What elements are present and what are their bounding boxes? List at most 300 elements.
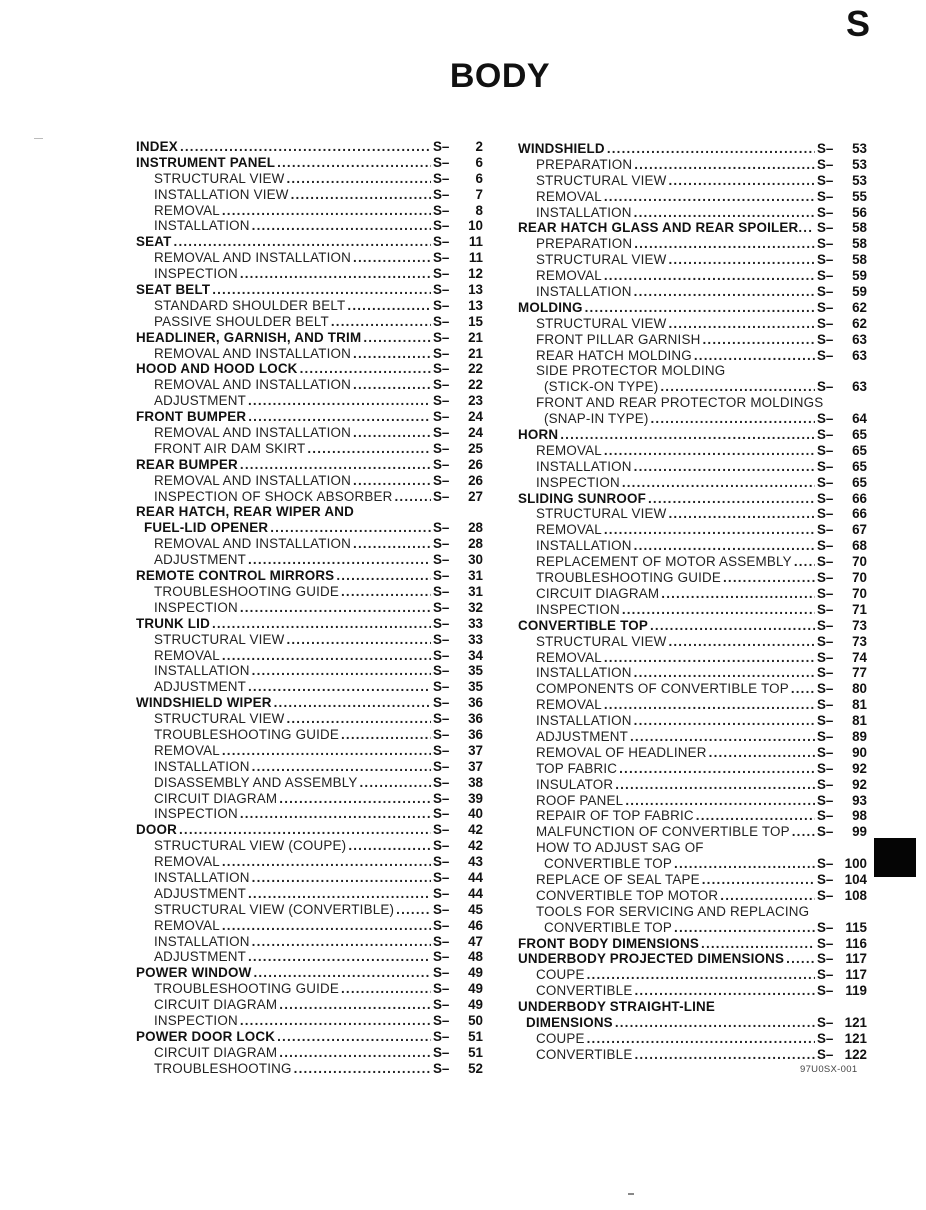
dot-leader bbox=[634, 236, 815, 252]
page-prefix: S– bbox=[433, 726, 450, 742]
page-prefix: S– bbox=[433, 425, 450, 441]
toc-entry-page bbox=[433, 838, 483, 854]
toc-entry[interactable] bbox=[518, 634, 867, 650]
toc-entry-title: FRONT BUMPER bbox=[136, 409, 247, 425]
toc-entry-title: WINDSHIELD bbox=[518, 141, 605, 156]
dot-leader bbox=[604, 443, 815, 459]
toc-entry[interactable] bbox=[136, 934, 483, 950]
dot-leader bbox=[694, 348, 815, 364]
toc-entry[interactable] bbox=[136, 854, 483, 870]
toc-entry[interactable] bbox=[136, 1013, 483, 1029]
toc-entry[interactable] bbox=[136, 806, 483, 822]
toc-entry-title: INSTALLATION bbox=[154, 758, 250, 774]
toc-entry[interactable] bbox=[136, 949, 483, 965]
toc-entry[interactable] bbox=[136, 250, 483, 266]
dot-leader bbox=[286, 171, 431, 187]
toc-entry-title: ADJUSTMENT bbox=[154, 949, 247, 965]
dot-leader bbox=[248, 886, 431, 902]
toc-entry[interactable] bbox=[136, 965, 483, 981]
toc-entry[interactable] bbox=[518, 475, 867, 491]
page-prefix: S– bbox=[817, 538, 834, 554]
toc-entry-page bbox=[433, 139, 483, 155]
toc-entry[interactable] bbox=[518, 157, 867, 173]
toc-entry[interactable] bbox=[518, 713, 867, 729]
toc-entry-title: POWER DOOR LOCK bbox=[136, 1028, 276, 1044]
page-number: 40 bbox=[468, 806, 483, 822]
toc-entry[interactable] bbox=[518, 348, 867, 364]
toc-entry[interactable] bbox=[518, 300, 867, 316]
toc-entry[interactable] bbox=[518, 888, 867, 904]
page-prefix: S– bbox=[433, 599, 450, 615]
toc-entry[interactable] bbox=[136, 1045, 483, 1061]
toc-entry[interactable] bbox=[518, 570, 867, 586]
page-number: 22 bbox=[468, 361, 483, 377]
page-number: 56 bbox=[852, 204, 867, 220]
toc-entry[interactable] bbox=[136, 457, 483, 473]
toc-entry-title: STRUCTURAL VIEW (CONVERTIBLE) bbox=[154, 901, 395, 917]
toc-entry[interactable] bbox=[136, 870, 483, 886]
dot-leader bbox=[270, 520, 431, 536]
toc-entry[interactable] bbox=[518, 602, 867, 618]
toc-entry-page bbox=[817, 268, 867, 284]
toc-entry[interactable] bbox=[518, 761, 867, 777]
toc-entry[interactable] bbox=[136, 568, 483, 584]
toc-entry[interactable] bbox=[518, 220, 867, 236]
toc-entry[interactable] bbox=[136, 441, 483, 457]
toc-entry[interactable] bbox=[518, 316, 867, 332]
toc-entry-title: INSTRUMENT PANEL bbox=[136, 154, 276, 170]
toc-entry[interactable] bbox=[518, 395, 867, 411]
page-number: 27 bbox=[468, 488, 483, 504]
toc-entry-page bbox=[433, 187, 483, 203]
page-number: 33 bbox=[468, 615, 483, 631]
page-prefix: S– bbox=[817, 427, 834, 443]
toc-entry[interactable] bbox=[518, 141, 867, 157]
dot-leader bbox=[674, 856, 815, 872]
toc-entry[interactable] bbox=[518, 1031, 867, 1047]
toc-entry-title: INDEX bbox=[136, 139, 178, 154]
toc-entry[interactable] bbox=[136, 504, 483, 520]
toc-entry-title: ADJUSTMENT bbox=[154, 393, 247, 409]
page-number: 65 bbox=[852, 427, 867, 443]
toc-entry[interactable] bbox=[136, 981, 483, 997]
page-number: 39 bbox=[468, 790, 483, 806]
toc-entry-page bbox=[817, 538, 867, 554]
toc-entry-page bbox=[817, 856, 867, 872]
dot-leader bbox=[625, 793, 815, 809]
page-number: 49 bbox=[468, 981, 483, 997]
page-number: 70 bbox=[852, 570, 867, 586]
toc-entry[interactable] bbox=[518, 252, 867, 268]
toc-entry-page bbox=[433, 949, 483, 965]
toc-entry-title: TOOLS FOR SERVICING AND REPLACING bbox=[536, 903, 810, 919]
toc-entry[interactable] bbox=[136, 663, 483, 679]
toc-entry-page bbox=[433, 393, 483, 409]
toc-entry[interactable] bbox=[136, 489, 483, 505]
dot-leader bbox=[294, 1061, 431, 1077]
page-prefix: S– bbox=[433, 440, 450, 456]
toc-entry[interactable] bbox=[136, 298, 483, 314]
toc-entry[interactable] bbox=[136, 409, 483, 425]
toc-entry[interactable] bbox=[136, 1061, 483, 1077]
toc-entry[interactable] bbox=[136, 234, 483, 250]
toc-entry-page bbox=[433, 806, 483, 822]
page-prefix: S– bbox=[817, 411, 834, 427]
page-number: 11 bbox=[468, 250, 483, 266]
toc-entry-title: UNDERBODY STRAIGHT-LINE bbox=[518, 999, 716, 1015]
dot-leader bbox=[341, 727, 431, 743]
page-number: 65 bbox=[852, 458, 867, 474]
toc-entry[interactable] bbox=[518, 332, 867, 348]
toc-entry[interactable] bbox=[518, 268, 867, 284]
toc-entry-title: INSPECTION bbox=[154, 266, 238, 282]
toc-entry-title: INSPECTION bbox=[154, 1012, 238, 1028]
toc-entry[interactable] bbox=[136, 346, 483, 362]
toc-entry[interactable] bbox=[136, 330, 483, 346]
toc-entry[interactable] bbox=[136, 393, 483, 409]
toc-entry[interactable] bbox=[136, 743, 483, 759]
toc-entry-title: INSPECTION bbox=[536, 601, 620, 617]
toc-entry[interactable] bbox=[136, 600, 483, 616]
toc-entry-page bbox=[433, 361, 483, 377]
dot-leader bbox=[702, 332, 815, 348]
page-number: 7 bbox=[475, 186, 483, 202]
dot-leader bbox=[396, 902, 431, 918]
toc-entry-title: REMOVAL bbox=[536, 442, 602, 458]
page-prefix: S– bbox=[433, 695, 450, 711]
toc-entry[interactable] bbox=[518, 665, 867, 681]
toc-entry-page bbox=[817, 236, 867, 252]
toc-entry[interactable] bbox=[518, 427, 867, 443]
toc-entry[interactable] bbox=[518, 745, 867, 761]
toc-entry-title: REMOVAL bbox=[536, 188, 602, 204]
page-number: 24 bbox=[468, 409, 483, 425]
page-number: 31 bbox=[468, 583, 483, 599]
dot-leader bbox=[252, 663, 431, 679]
dot-leader bbox=[794, 554, 815, 570]
toc-entry[interactable] bbox=[518, 522, 867, 538]
toc-entry-title: STRUCTURAL VIEW bbox=[154, 170, 285, 186]
page-number: 73 bbox=[852, 617, 867, 633]
page-number: 93 bbox=[852, 792, 867, 808]
toc-entry-page bbox=[817, 951, 867, 967]
toc-entry-page bbox=[433, 473, 483, 489]
toc-entry[interactable] bbox=[136, 616, 483, 632]
toc-entry[interactable] bbox=[136, 902, 483, 918]
toc-entry-title: STANDARD SHOULDER BELT bbox=[154, 297, 346, 313]
toc-entry[interactable] bbox=[518, 205, 867, 221]
page-number: 121 bbox=[844, 1030, 867, 1046]
page-number: 12 bbox=[468, 266, 483, 282]
toc-entry-title: ADJUSTMENT bbox=[154, 679, 247, 695]
toc-entry-title: REMOVAL AND INSTALLATION bbox=[154, 250, 352, 266]
page-prefix: S– bbox=[433, 329, 450, 345]
toc-entry[interactable] bbox=[518, 586, 867, 602]
page-prefix: S– bbox=[433, 742, 450, 758]
toc-entry[interactable] bbox=[136, 266, 483, 282]
toc-entry[interactable] bbox=[136, 171, 483, 187]
page-prefix: S– bbox=[433, 202, 450, 218]
toc-entry[interactable] bbox=[136, 695, 483, 711]
toc-entry-page bbox=[817, 189, 867, 205]
toc-entry-page bbox=[817, 936, 867, 952]
page-prefix: S– bbox=[433, 981, 450, 997]
toc-entry[interactable] bbox=[136, 552, 483, 568]
page-prefix: S– bbox=[817, 156, 834, 172]
toc-entry[interactable] bbox=[518, 840, 867, 856]
toc-entry[interactable] bbox=[136, 759, 483, 775]
toc-entry-title: CIRCUIT DIAGRAM bbox=[536, 585, 660, 601]
toc-entry[interactable] bbox=[518, 824, 867, 840]
page-prefix: S– bbox=[817, 284, 834, 300]
toc-entry[interactable] bbox=[136, 791, 483, 807]
page-prefix: S– bbox=[817, 824, 834, 840]
toc-entry[interactable] bbox=[136, 1029, 483, 1045]
page-prefix: S– bbox=[433, 297, 450, 313]
page-number: 73 bbox=[852, 633, 867, 649]
toc-entry[interactable] bbox=[518, 236, 867, 252]
page-prefix: S– bbox=[817, 299, 834, 315]
toc-entry[interactable] bbox=[518, 729, 867, 745]
dot-leader bbox=[634, 157, 815, 173]
toc-entry-page bbox=[433, 155, 483, 171]
toc-entry-title: TROUBLESHOOTING GUIDE bbox=[154, 726, 339, 742]
toc-entry[interactable] bbox=[518, 379, 867, 395]
toc-entry-title: INSTALLATION bbox=[154, 663, 250, 679]
toc-entry[interactable] bbox=[518, 777, 867, 793]
page-number: 65 bbox=[852, 474, 867, 490]
dot-leader bbox=[660, 379, 815, 395]
dot-leader bbox=[619, 761, 815, 777]
toc-entry[interactable] bbox=[518, 920, 867, 936]
page-number: 13 bbox=[468, 297, 483, 313]
page-number: 67 bbox=[852, 522, 867, 538]
toc-entry[interactable] bbox=[518, 459, 867, 475]
toc-entry[interactable] bbox=[136, 520, 483, 536]
toc-entry-title: PREPARATION bbox=[536, 156, 633, 172]
toc-entry[interactable] bbox=[518, 1015, 867, 1031]
page-prefix: S– bbox=[433, 154, 450, 170]
toc-entry[interactable] bbox=[136, 648, 483, 664]
toc-entry-page bbox=[433, 346, 483, 362]
toc-entry[interactable] bbox=[518, 411, 867, 427]
toc-entry-title: REMOVAL AND INSTALLATION bbox=[154, 377, 352, 393]
page-prefix: S– bbox=[433, 1044, 450, 1060]
dot-leader bbox=[723, 570, 815, 586]
toc-entry-title: REMOVAL bbox=[154, 202, 220, 218]
toc-entry[interactable] bbox=[136, 282, 483, 298]
dot-leader bbox=[668, 252, 815, 268]
toc-entry[interactable] bbox=[136, 918, 483, 934]
toc-entry[interactable] bbox=[136, 727, 483, 743]
toc-entry-title: REMOVAL OF HEADLINER bbox=[536, 744, 707, 760]
dot-leader bbox=[248, 393, 431, 409]
page-number: 36 bbox=[468, 695, 483, 711]
page-number: 81 bbox=[852, 697, 867, 713]
toc-entry[interactable] bbox=[136, 473, 483, 489]
toc-entry-page bbox=[817, 411, 867, 427]
toc-entry[interactable] bbox=[136, 361, 483, 377]
toc-entry[interactable] bbox=[518, 983, 867, 999]
dot-leader bbox=[300, 361, 431, 377]
page-prefix: S– bbox=[817, 713, 834, 729]
toc-entry[interactable] bbox=[518, 967, 867, 983]
page-prefix: S– bbox=[433, 965, 450, 981]
page-prefix: S– bbox=[817, 347, 834, 363]
page-prefix: S– bbox=[433, 806, 450, 822]
dot-leader bbox=[307, 441, 431, 457]
toc-entry[interactable] bbox=[518, 363, 867, 379]
toc-entry[interactable] bbox=[136, 822, 483, 838]
toc-entry[interactable] bbox=[136, 886, 483, 902]
toc-entry[interactable] bbox=[136, 203, 483, 219]
page-prefix: S– bbox=[433, 488, 450, 504]
page-prefix: S– bbox=[433, 568, 450, 584]
toc-entry[interactable] bbox=[136, 187, 483, 203]
toc-entry-title: HOW TO ADJUST SAG OF bbox=[536, 840, 704, 856]
dot-leader bbox=[587, 967, 815, 983]
page-prefix: S– bbox=[817, 236, 834, 252]
dot-leader bbox=[248, 949, 431, 965]
toc-entry[interactable] bbox=[518, 618, 867, 634]
toc-entry-title: STRUCTURAL VIEW (COUPE) bbox=[154, 838, 347, 854]
page-prefix: S– bbox=[817, 474, 834, 490]
toc-right-column bbox=[518, 141, 867, 1063]
page-prefix: S– bbox=[433, 933, 450, 949]
toc-entry-page bbox=[433, 981, 483, 997]
page-number: 37 bbox=[468, 742, 483, 758]
toc-entry-page bbox=[817, 697, 867, 713]
dot-leader bbox=[291, 187, 431, 203]
toc-entry[interactable] bbox=[518, 491, 867, 507]
toc-entry-title: INSTALLATION VIEW bbox=[154, 186, 289, 202]
toc-entry[interactable] bbox=[518, 1047, 867, 1063]
page-prefix: S– bbox=[817, 776, 834, 792]
toc-entry-title: TROUBLESHOOTING bbox=[154, 1060, 292, 1076]
page-prefix: S– bbox=[817, 1030, 834, 1046]
dot-leader bbox=[604, 268, 815, 284]
toc-entry-title: INSTALLATION bbox=[536, 284, 632, 300]
toc-entry[interactable] bbox=[136, 584, 483, 600]
page-number: 36 bbox=[468, 726, 483, 742]
toc-entry[interactable] bbox=[136, 218, 483, 234]
toc-entry-page bbox=[817, 634, 867, 650]
toc-entry[interactable] bbox=[518, 904, 867, 920]
toc-entry[interactable] bbox=[136, 155, 483, 171]
toc-entry-page bbox=[817, 824, 867, 840]
toc-entry-page bbox=[433, 616, 483, 632]
dot-leader bbox=[668, 506, 815, 522]
toc-entry-page bbox=[433, 298, 483, 314]
dot-leader bbox=[634, 983, 815, 999]
toc-entry[interactable] bbox=[136, 314, 483, 330]
toc-entry[interactable] bbox=[136, 838, 483, 854]
page-number: 92 bbox=[852, 776, 867, 792]
page-number: 89 bbox=[852, 728, 867, 744]
toc-entry[interactable] bbox=[136, 997, 483, 1013]
dot-leader bbox=[634, 205, 815, 221]
toc-entry[interactable] bbox=[136, 711, 483, 727]
page-number: 11 bbox=[468, 234, 483, 250]
page-number: 68 bbox=[852, 538, 867, 554]
page-number: 77 bbox=[852, 665, 867, 681]
toc-entry[interactable] bbox=[518, 793, 867, 809]
toc-entry[interactable] bbox=[136, 632, 483, 648]
page-number: 23 bbox=[468, 393, 483, 409]
page-prefix: S– bbox=[433, 520, 450, 536]
toc-entry[interactable] bbox=[136, 536, 483, 552]
toc-entry-title: (SNAP-IN TYPE) bbox=[544, 411, 649, 427]
toc-entry[interactable] bbox=[518, 173, 867, 189]
toc-entry-title: INSTALLATION bbox=[154, 869, 250, 885]
toc-entry-page bbox=[817, 316, 867, 332]
toc-entry[interactable] bbox=[136, 775, 483, 791]
toc-entry[interactable] bbox=[518, 681, 867, 697]
dot-leader bbox=[651, 411, 816, 427]
toc-entry[interactable] bbox=[136, 425, 483, 441]
toc-entry[interactable] bbox=[518, 650, 867, 666]
toc-entry-page bbox=[817, 570, 867, 586]
page-prefix: S– bbox=[433, 917, 450, 933]
page-prefix: S– bbox=[817, 617, 834, 633]
toc-entry[interactable] bbox=[518, 936, 867, 952]
toc-entry-title: REAR HATCH GLASS AND REAR SPOILER bbox=[518, 220, 799, 236]
page-prefix: S– bbox=[817, 601, 834, 617]
dot-leader bbox=[253, 965, 431, 981]
toc-entry[interactable] bbox=[518, 189, 867, 205]
toc-entry[interactable] bbox=[518, 538, 867, 554]
toc-entry-page bbox=[433, 648, 483, 664]
toc-entry[interactable] bbox=[518, 443, 867, 459]
toc-entry-page bbox=[433, 1061, 483, 1077]
page-number: 21 bbox=[468, 345, 483, 361]
page-number: 104 bbox=[844, 871, 867, 887]
toc-entry[interactable] bbox=[136, 679, 483, 695]
toc-entry[interactable] bbox=[518, 284, 867, 300]
toc-entry-page bbox=[817, 332, 867, 348]
page-prefix: S– bbox=[433, 1012, 450, 1028]
page-prefix: S– bbox=[433, 869, 450, 885]
toc-entry[interactable] bbox=[518, 808, 867, 824]
dot-leader bbox=[648, 491, 815, 507]
page-number: 117 bbox=[845, 951, 867, 967]
toc-entry[interactable] bbox=[518, 872, 867, 888]
toc-entry[interactable] bbox=[518, 856, 867, 872]
toc-entry-title: FUEL-LID OPENER bbox=[144, 520, 269, 536]
dot-leader bbox=[786, 951, 815, 967]
toc-entry[interactable] bbox=[518, 999, 867, 1015]
toc-entry-page bbox=[433, 1013, 483, 1029]
page-number: 37 bbox=[468, 758, 483, 774]
toc-entry-title: ADJUSTMENT bbox=[154, 885, 247, 901]
toc-entry[interactable] bbox=[136, 139, 483, 155]
page-prefix: S– bbox=[433, 313, 450, 329]
toc-entry-title: INSTALLATION bbox=[154, 933, 250, 949]
toc-entry[interactable] bbox=[518, 506, 867, 522]
toc-entry[interactable] bbox=[518, 697, 867, 713]
page-number: 122 bbox=[844, 1046, 867, 1062]
toc-entry[interactable] bbox=[136, 377, 483, 393]
toc-entry[interactable] bbox=[518, 554, 867, 570]
page-prefix: S– bbox=[817, 792, 834, 808]
toc-entry[interactable] bbox=[518, 951, 867, 967]
toc-entry-page bbox=[433, 425, 483, 441]
page-prefix: S– bbox=[433, 774, 450, 790]
page-number: 2 bbox=[475, 139, 483, 154]
page-number: 66 bbox=[852, 506, 867, 522]
toc-entry-page bbox=[433, 377, 483, 393]
toc-entry-title: COUPE bbox=[536, 967, 585, 983]
